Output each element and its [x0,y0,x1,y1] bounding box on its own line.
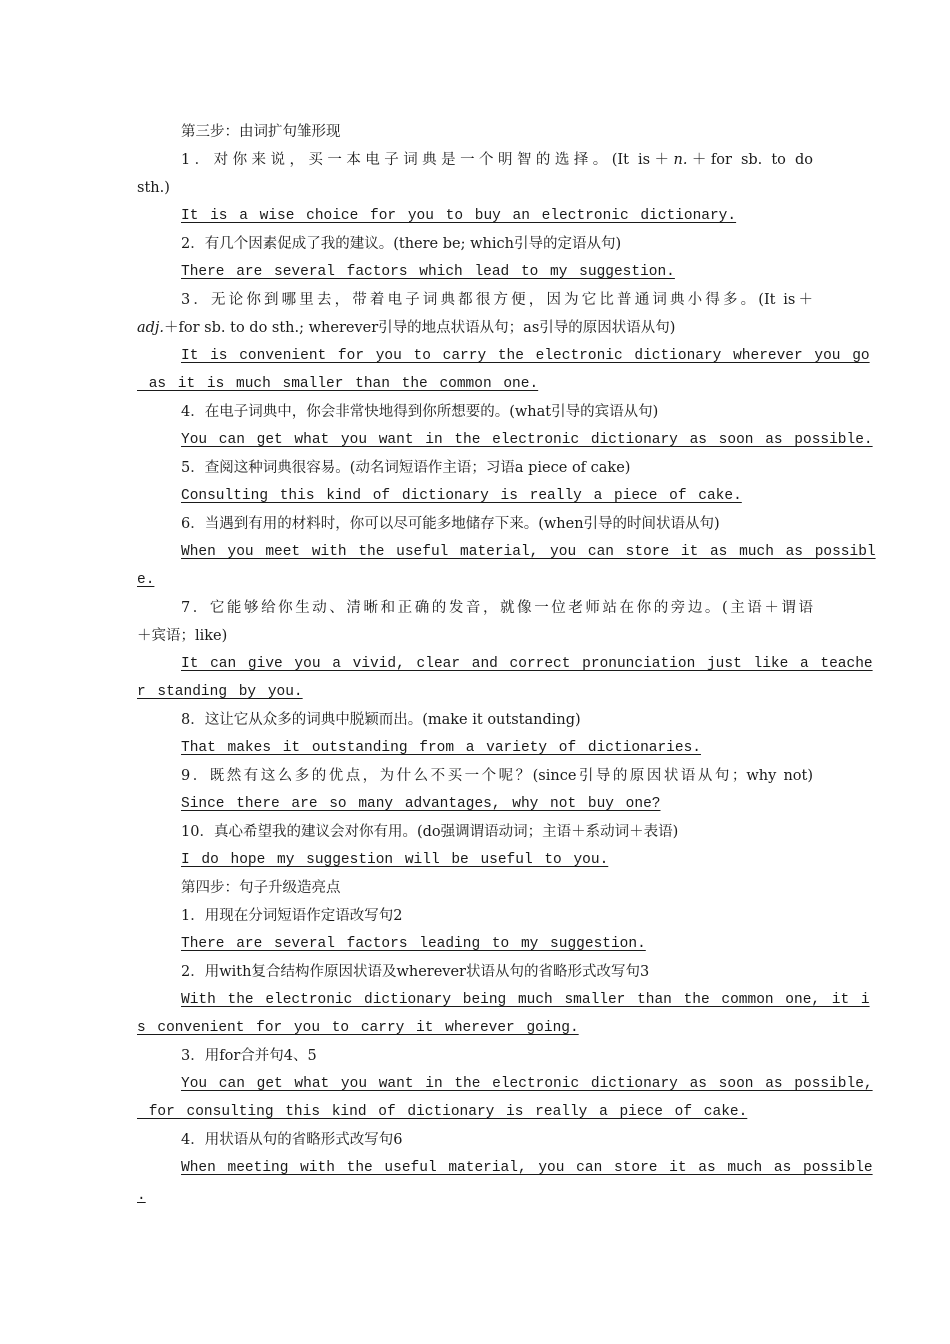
step4-heading: 第四步：句子升级造亮点 [181,880,341,896]
question-3-cont: adj.＋for sb. to do sth.; wherever引导的地点状语从句；as引导的原因状语从句) [137,320,676,336]
answer-6-cont: e. [137,572,155,588]
step4-answer-4-cont: . [137,1188,146,1204]
step4-answer-2: With the electronic dictionary being much smaller than the common one, it i [181,992,870,1008]
step4-question-4: 4．用状语从句的省略形式改写句6 [181,1132,403,1148]
step3-heading: 第三步：由词扩句雏形现 [181,124,341,140]
step4-answer-3: You can get what you want in the electronic dictionary as soon as possible, [181,1076,873,1092]
question-6: 6．当遇到有用的材料时，你可以尽可能多地储存下来。(when引导的时间状语从句) [181,516,720,532]
question-5: 5．查阅这种词典很容易。(动名词短语作主语；习语a piece of cake) [181,460,631,476]
answer-3-cont: as it is much smaller than the common one. [137,376,539,392]
step4-answer-2-cont: s convenient for you to carry it wherever going. [137,1020,579,1036]
answer-9: Since there are so many advantages, why not buy one? [181,796,661,812]
question-8: 8．这让它从众多的词典中脱颖而出。(make it outstanding) [181,712,581,728]
answer-5: Consulting this kind of dictionary is really a piece of cake. [181,488,742,504]
step4-question-3: 3．用for合并句4、5 [181,1048,317,1064]
step4-answer-3-cont: for consulting this kind of dictionary is really a piece of cake. [137,1104,748,1120]
answer-4: You can get what you want in the electronic dictionary as soon as possible. [181,432,873,448]
question-9: 9．既然有这么多的优点，为什么不买一个呢？(since引导的原因状语从句；why not) [181,768,813,784]
question-4: 4．在电子词典中，你会非常快地得到你所想要的。(what引导的宾语从句) [181,404,659,420]
step4-question-2: 2．用with复合结构作原因状语及wherever状语从句的省略形式改写句3 [181,964,650,980]
answer-7: It can give you a vivid, clear and correct pronunciation just like a teache [181,656,873,672]
answer-8: That makes it outstanding from a variety of dictionaries. [181,740,701,756]
step4-question-1: 1．用现在分词短语作定语改写句2 [181,908,403,924]
answer-10: I do hope my suggestion will be useful to you. [181,852,609,868]
step4-answer-1: There are several factors leading to my suggestion. [181,936,646,952]
question-7: 7．它能够给你生动、清晰和正确的发音，就像一位老师站在你的旁边。(主语＋谓语 [181,600,813,616]
answer-6: When you meet with the useful material, you can store it as much as possibl [181,544,876,560]
answer-1: It is a wise choice for you to buy an electronic dictionary. [181,208,737,224]
answer-3: It is convenient for you to carry the electronic dictionary wherever you go [181,348,870,364]
answer-7-cont: r standing by you. [137,684,303,700]
question-2: 2．有几个因素促成了我的建议。(there be; which引导的定语从句) [181,236,622,252]
question-3: 3．无论你到哪里去，带着电子词典都很方便，因为它比普通词典小得多。(It is＋ [181,292,813,308]
step4-answer-4: When meeting with the useful material, you can store it as much as possible [181,1160,873,1176]
answer-2: There are several factors which lead to my suggestion. [181,264,675,280]
question-10: 10．真心希望我的建议会对你有用。(do强调谓语动词；主语＋系动词＋表语) [181,824,679,840]
question-1: 1．对你来说，买一本电子词典是一个明智的选择。(It is＋n.＋for sb. to do [181,152,813,168]
question-1-cont: sth.) [137,180,170,196]
question-7-cont: ＋宾语；like) [137,628,228,644]
